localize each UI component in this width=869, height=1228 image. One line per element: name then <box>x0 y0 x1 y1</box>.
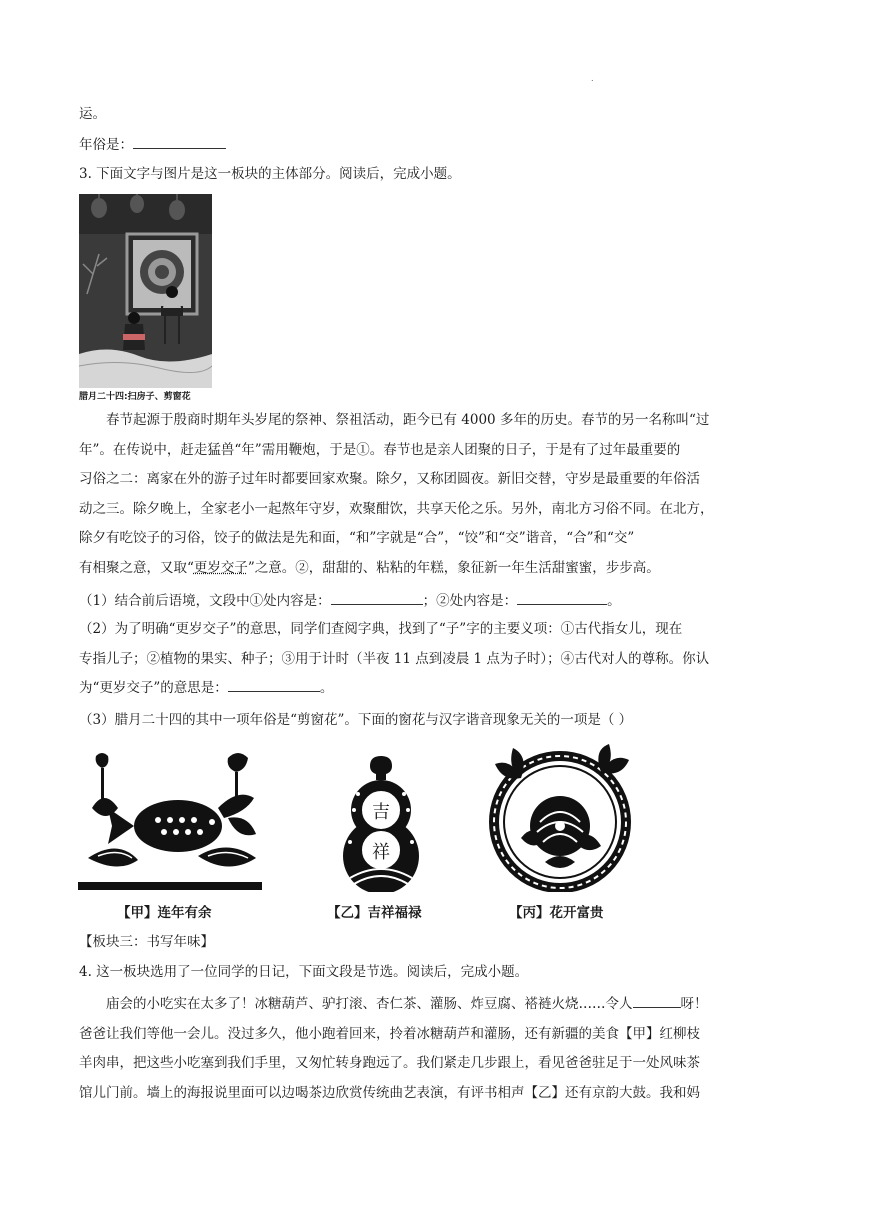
carryover-text: 运。 <box>79 106 106 122</box>
new-year-illustration <box>79 194 212 388</box>
gourd-character-xiang: 祥 <box>372 842 390 863</box>
papercut-peony-image <box>485 742 635 892</box>
passage-line: 动之三。除夕晚上，全家老小一起熬年守岁，欢聚酣饮，共享天伦之乐。另外，南北方习俗不同。在北方， <box>79 500 714 517</box>
dotted-phrase: 更岁交子 <box>193 559 248 576</box>
q1-text: 。 <box>607 593 621 609</box>
q2-line: 专指儿子；②植物的果实、种子；③用于计时（半夜 11 点到凌晨 1 点为子时）；④古代对人的尊称。你认 <box>79 650 710 667</box>
q2-text: 为“更岁交子”的意思是： <box>79 680 228 696</box>
year-custom-line <box>79 134 226 155</box>
papercut-caption-jia: 【甲】连年有余 <box>117 905 212 921</box>
gourd-character-ji: 吉 <box>372 802 390 823</box>
answer-blank-3[interactable] <box>228 677 320 692</box>
diary-text: 呀！ <box>680 996 708 1012</box>
diary-line: 爸爸让我们等他一会儿。没过多久，他小跑着回来，拎着冰糖葫芦和灌肠，还有新疆的美食【甲】红柳枝 <box>79 1025 700 1042</box>
papercut-gourd-image <box>328 752 434 892</box>
question-3-1 <box>79 590 621 611</box>
passage-text: ”之意。②，甜甜的、粘粘的年糕，象征新一年生活甜蜜蜜，步步高。 <box>247 559 660 576</box>
header-dot: . <box>591 74 594 83</box>
passage-line: 春节起源于殷商时期年头岁尾的祭神、祭祖活动，距今已有 4000 多年的历史。春节的另一名称叫“过 <box>106 412 710 428</box>
answer-blank-4[interactable] <box>633 993 681 1008</box>
passage-line: 除夕有吃饺子的习俗，饺子的做法是先和面，“和”字就是“合”，“饺”和“交”谐音，“合”和“交” <box>79 530 635 546</box>
q2-line: （2）为了明确“更岁交子”的意思，同学们查阅字典，找到了“子”字的主要义项：①古代指女儿，现在 <box>79 621 683 637</box>
passage-line: 习俗之二：离家在外的游子过年时都要回家欢聚。除夕，又称团圆夜。新旧交替，守岁是最重要的年俗活 <box>79 471 700 487</box>
diary-text: 庙会的小吃实在太多了！冰糖葫芦、驴打滚、杏仁茶、灌肠、炸豆腐、褡裢火烧……令人 <box>106 996 633 1012</box>
question-4-intro: 4. 这一板块选用了一位同学的日记，下面文段是节选。阅读后，完成小题。 <box>79 964 529 980</box>
q1-text: ；②处内容是： <box>422 593 518 609</box>
answer-blank-1[interactable] <box>331 590 423 605</box>
question-3-3: （3）腊月二十四的其中一项年俗是“剪窗花”。下面的窗花与汉字谐音现象无关的一项是（ ） <box>79 712 633 728</box>
papercut-lotus-fish-image <box>78 748 262 890</box>
q2-line <box>79 674 791 704</box>
passage-text: 有相聚之意，又取“ <box>79 559 194 576</box>
diary-passage <box>79 990 791 1108</box>
question-3-intro: 3. 下面文字与图片是这一板块的主体部分。阅读后，完成小题。 <box>79 166 461 182</box>
diary-line <box>79 990 791 1020</box>
diary-line: 馆儿门前。墙上的海报说里面可以边喝茶边欣赏传统曲艺表演，有评书相声【乙】还有京韵大鼓。我和妈 <box>79 1084 700 1101</box>
papercut-caption-yi: 【乙】吉祥福禄 <box>327 905 422 921</box>
passage-line <box>79 554 791 584</box>
question-3-2 <box>79 615 791 704</box>
diary-line: 羊肉串，把这些小吃塞到我们手里，又匆忙转身跑远了。我们紧走几步跟上，看见爸爸驻足于一处风味茶 <box>79 1055 700 1071</box>
year-custom-label: 年俗是： <box>79 137 133 153</box>
section-3-heading: 【板块三：书写年味】 <box>79 934 214 950</box>
answer-blank[interactable] <box>133 134 226 149</box>
spring-festival-passage <box>79 406 791 583</box>
passage-line: 年”。在传说中，赶走猛兽“年”需用鞭炮，于是①。春节也是亲人团聚的日子，于是有了过年最重要的 <box>79 441 681 458</box>
q2-text: 。 <box>319 680 334 696</box>
q1-text: （1）结合前后语境，文段中①处内容是： <box>79 593 331 609</box>
papercut-caption-bing: 【丙】花开富贵 <box>509 905 604 921</box>
answer-blank-2[interactable] <box>517 590 607 605</box>
photo-caption: 腊月二十四:扫房子、剪窗花 <box>79 392 191 402</box>
